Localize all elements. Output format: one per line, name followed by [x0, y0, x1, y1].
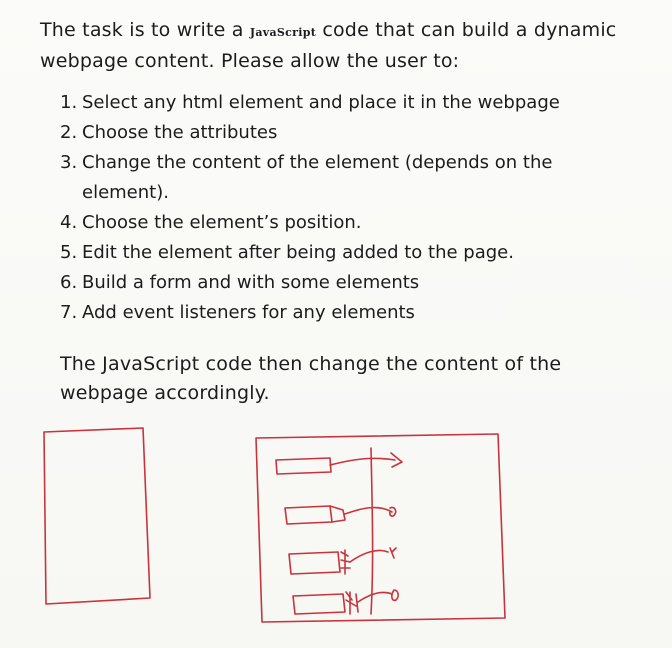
sketch-arrowhead-1	[391, 453, 402, 467]
intro-text-after: code that can build a dynamic webpage content. Please allow the user to:	[40, 19, 617, 72]
sketch-arrow-2	[345, 508, 392, 514]
list-item-text: Change the content of the element (depends on the element).	[82, 152, 553, 203]
intro-paragraph	[40, 16, 620, 76]
sketch-element-4	[293, 594, 345, 614]
list-item-text: Add event listeners for any elements	[82, 302, 415, 323]
intro-text-before: The task is to write a	[40, 19, 250, 41]
list-item-text: Choose the element’s position.	[82, 212, 362, 233]
sketch-arrow-4	[358, 592, 392, 602]
requirements-list	[60, 88, 620, 328]
list-item-text: Edit the element after being added to the page.	[82, 242, 514, 263]
list-item-number: 4.	[60, 212, 78, 233]
list-item-number: 2.	[60, 122, 78, 143]
list-item	[60, 148, 620, 208]
sketch-handle-2	[390, 507, 396, 516]
list-item-number: 5.	[60, 242, 78, 263]
list-item	[60, 238, 620, 268]
list-item-text: Choose the attributes	[82, 122, 278, 143]
list-item-number: 3.	[60, 152, 78, 173]
outro-paragraph: The JavaScript code then change the content of the webpage accordingly.	[60, 353, 562, 404]
list-item-number: 1.	[60, 92, 78, 113]
sketch-element-3-hatch	[341, 550, 350, 574]
list-item-number: 6.	[60, 272, 78, 293]
list-item	[60, 268, 620, 298]
sketch-right-panel	[256, 434, 505, 622]
sketch-handle-4	[392, 590, 398, 600]
sketch-element-1	[276, 458, 331, 474]
list-item	[60, 298, 620, 328]
list-item-text: Select any html element and place it in the webpage	[82, 92, 560, 113]
list-item	[60, 118, 620, 148]
sketch-element-2	[285, 506, 332, 524]
sketch-arrow-1	[330, 458, 395, 465]
sketch-element-3	[289, 552, 340, 574]
sketch-divider-line	[371, 448, 373, 614]
sketch-handle-3	[390, 548, 396, 558]
list-item-number: 7.	[60, 302, 78, 323]
sketch-element-4-hatch	[346, 592, 358, 614]
intro-js-word: JavaScript	[249, 26, 317, 39]
list-item	[60, 88, 620, 118]
list-item-text: Build a form and with some elements	[82, 272, 420, 293]
sketch-left-panel	[44, 428, 150, 604]
sketch-element-2-shade	[330, 506, 345, 522]
sketch-arrow-3	[350, 550, 388, 562]
list-item	[60, 208, 620, 238]
